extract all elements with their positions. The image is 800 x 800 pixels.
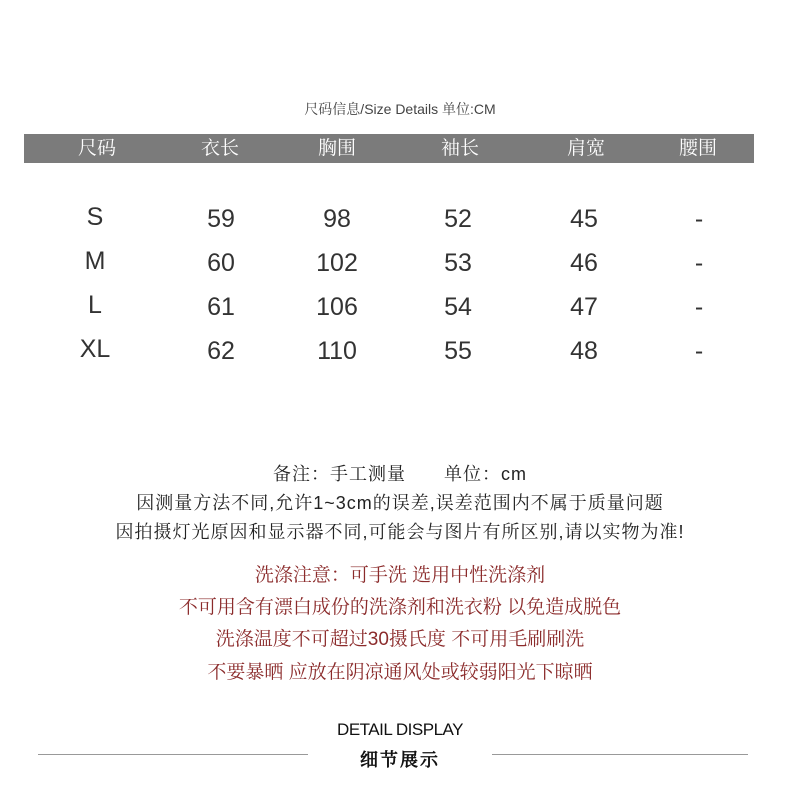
cell-waist: - bbox=[694, 249, 704, 277]
cell-shoulder: 48 bbox=[570, 337, 598, 365]
header-length: 衣长 bbox=[200, 138, 239, 159]
cell-chest: 98 bbox=[323, 205, 351, 233]
care-line-2: 不可用含有漂白成份的洗涤剂和洗衣粉 以免造成脱色 bbox=[178, 597, 622, 618]
header-waist: 腰围 bbox=[678, 138, 717, 159]
cell-length: 59 bbox=[207, 205, 235, 233]
cell-sleeve: 55 bbox=[444, 337, 472, 365]
care-line-1: 洗涤注意：可手洗 选用中性洗涤剂 bbox=[254, 565, 546, 586]
cell-length: 62 bbox=[207, 337, 235, 365]
cell-length: 60 bbox=[207, 249, 235, 277]
header-size: 尺码 bbox=[77, 138, 116, 159]
cell-chest: 110 bbox=[317, 337, 357, 365]
cell-shoulder: 46 bbox=[570, 249, 598, 277]
care-line-4: 不要暴晒 应放在阴凉通风处或较弱阳光下晾晒 bbox=[207, 662, 593, 683]
color-difference-note: 因拍摄灯光原因和显示器不同,可能会与图片有所区别,请以实物为准! bbox=[115, 522, 685, 542]
cell-waist: - bbox=[694, 293, 704, 321]
cell-size: L bbox=[88, 291, 102, 319]
cell-waist: - bbox=[694, 337, 704, 365]
detail-display-title: DETAIL DISPLAY bbox=[337, 720, 463, 739]
cell-shoulder: 47 bbox=[570, 293, 598, 321]
header-sleeve: 袖长 bbox=[440, 138, 479, 159]
cell-sleeve: 53 bbox=[444, 249, 472, 277]
cell-sleeve: 54 bbox=[444, 293, 472, 321]
tolerance-note: 因测量方法不同,允许1~3cm的误差,误差范围内不属于质量问题 bbox=[136, 493, 664, 513]
cell-shoulder: 45 bbox=[570, 205, 598, 233]
cell-chest: 102 bbox=[316, 249, 358, 277]
detail-display-subtitle: 细节展示 bbox=[360, 750, 440, 770]
cell-length: 61 bbox=[207, 293, 235, 321]
cell-waist: - bbox=[694, 205, 704, 233]
cell-sleeve: 52 bbox=[444, 205, 472, 233]
measurement-note: 备注：手工测量 单位：cm bbox=[273, 464, 527, 484]
size-details-caption: 尺码信息/Size Details 单位:CM bbox=[304, 101, 496, 117]
cell-size: M bbox=[84, 247, 106, 275]
care-line-3: 洗涤温度不可超过30摄氏度 不可用毛刷刷洗 bbox=[215, 629, 585, 650]
header-chest: 胸围 bbox=[317, 138, 356, 159]
cell-size: XL bbox=[79, 335, 111, 363]
header-shoulder: 肩宽 bbox=[566, 138, 605, 159]
cell-chest: 106 bbox=[316, 293, 358, 321]
cell-size: S bbox=[86, 203, 104, 231]
size-table-header bbox=[24, 134, 754, 163]
